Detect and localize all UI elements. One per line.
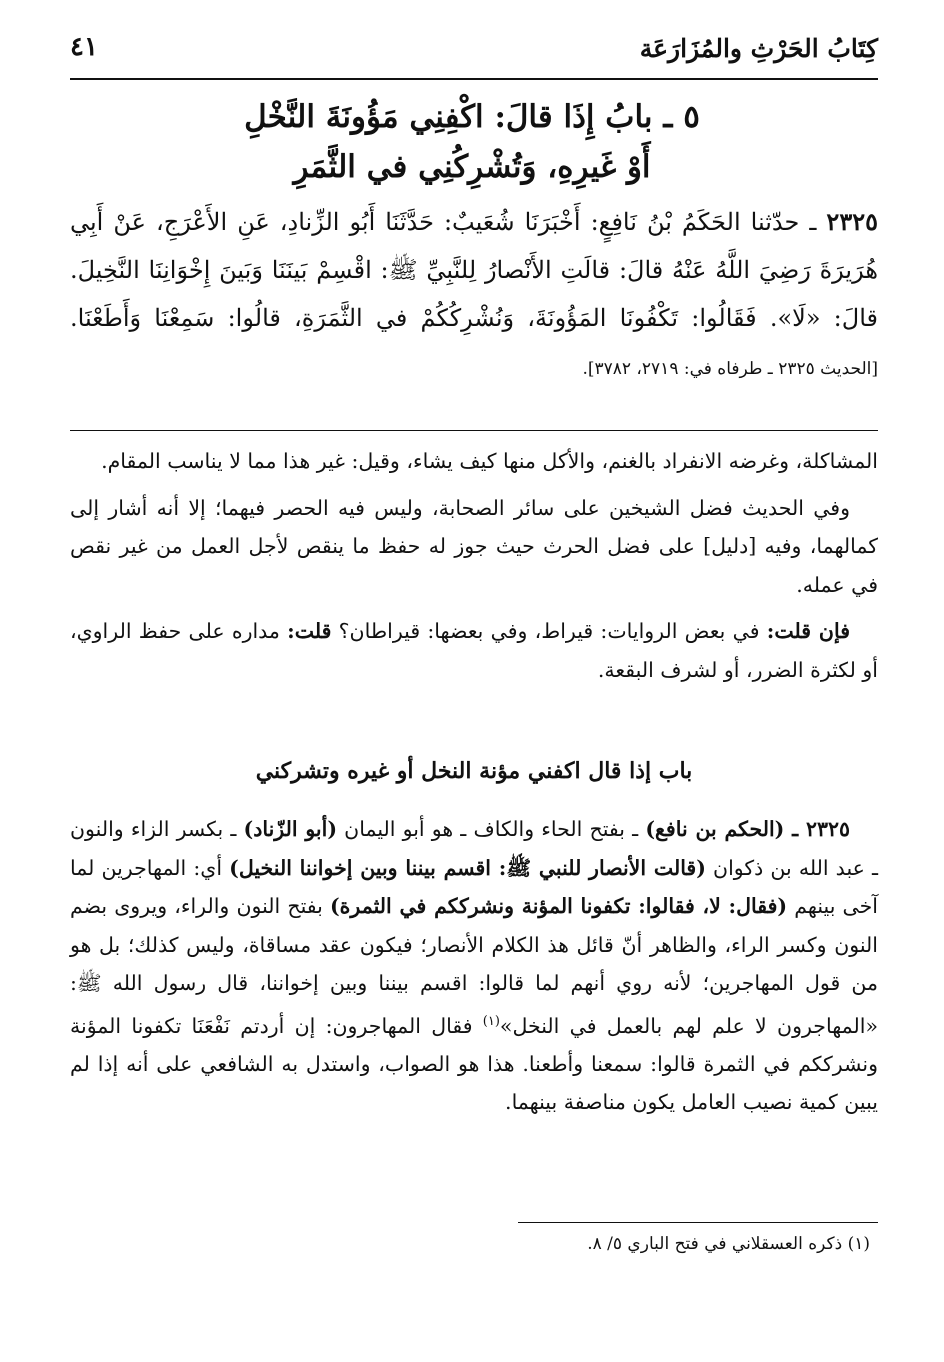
explanation-gloss: أي: المهاجرين لما آخى بينهم — [70, 855, 878, 918]
chapter-heading-line-2: أَوْ غَيرِهِ، وَتُشْرِكُنِي في الثَّمَرِ — [293, 149, 651, 185]
answer-label: قلت: — [287, 619, 332, 643]
explanation-gloss: ـ بكسر الزاء والنون ـ عبد الله بن ذكوان — [70, 817, 878, 880]
header-rule — [70, 78, 878, 80]
explanation-paragraph — [70, 810, 878, 1122]
question-text: في بعض الروايات: قيراط، وفي بعضها: قيراطان؟ — [331, 619, 767, 643]
explanation-gloss: ـ بفتح الحاء والكاف ـ هو أبو اليمان — [337, 817, 646, 841]
hadith-text — [70, 198, 878, 393]
explanation-lemma: (فقال: لا، فقالوا: تكفونا المؤنة ونشرككم في الثمرة) — [329, 894, 788, 918]
hadith-reference: [الحديث ٢٣٢٥ ـ طرفاه في: ٢٧١٩، ٣٧٨٢]. — [582, 359, 878, 379]
question-label: فإن قلت: — [766, 619, 850, 643]
commentary — [70, 442, 878, 697]
commentary-paragraph — [70, 612, 878, 689]
explanation-gloss: بفتح النون والراء، ويروى بضم النون وكسر الراء، والظاهر أنّ قائل هذ الكلام الأنصار؛ فيكون عقد مساقاة، وليس كذلك؛ بل هو من قول المهاجرين؛ لأنه روي أنهم لما قالوا: اقسم بيننا وبين إخواننا، قال رسول الله ﷺ: «المهاجرون لا علم لهم بالعمل في النخل» — [70, 894, 878, 1038]
explanation-lemma: (قالت الأنصار للنبي ﷺ: اقسم بيننا وبين إخواننا النخيل) — [229, 855, 706, 880]
book-title: كِتَابُ الحَرْثِ والمُزَارَعَة — [639, 34, 878, 63]
section-separator — [70, 430, 878, 431]
chapter-heading-line-1: ٥ ـ بابُ إِذَا قالَ: اكْفِنِي مَؤُونَةَ النَّخْلِ — [244, 99, 700, 135]
explanation-gloss: فقال المهاجرون: إن أردتم نَفْعَنَا تكفونا المؤنة ونشرككم في الثمرة قالوا: سمعنا وأطعنا. هذا هو الصواب، واستدل به الشافعي على أنه إذا لم يبين كمية نصيب العامل يكون مناصفة بينهما. — [70, 1013, 878, 1115]
explanation-heading: باب إذا قال اكفني مؤنة النخل أو غيره وتشركني — [255, 758, 693, 784]
footnote — [587, 1234, 870, 1254]
page-number: ٤١ — [70, 32, 98, 62]
running-header — [70, 28, 878, 76]
commentary-paragraph: المشاكلة، وغرضه الانفراد بالغنم، والأكل منها كيف يشاء، وقيل: غير هذا مما لا يناسب المقام. — [101, 449, 878, 473]
hadith-number: ٢٣٢٥ — [826, 207, 878, 236]
explanation-text — [70, 810, 878, 1122]
explanation-lemma: ٢٣٢٥ ـ (الحكم بن نافع) — [645, 817, 850, 841]
footnote-number: (١) — [847, 1234, 870, 1254]
answer-text: مداره على حفظ الراوي، أو لكثرة الضرر، أو لشرف البقعة. — [70, 619, 878, 682]
explanation-lemma: (أبو الزّناد) — [243, 817, 338, 841]
footnote-text: ذكره العسقلاني في فتح الباري ٥/ ٨. — [587, 1234, 843, 1254]
footnote-marker[interactable]: (١) — [482, 1013, 500, 1029]
chapter-heading — [80, 92, 864, 192]
hadith-body: ـ حدّثنا الحَكَمُ بْنُ نَافِعٍ: أَخْبَرَنَا شُعَيبٌ: حَدَّثَنَا أَبُو الزِّنادِ، عَنِ الأَعْرَجِ، عَنْ أَبِي هُرَيرَةَ رَضِيَ اللَّهُ عَنْهُ قالَ: قالَتِ الأَنْصارُ لِلنَّبِيِّ ﷺ: اقْسِمْ بَينَنَا وَبَينَ إِخْوَانِنَا النَّخِيلَ. قالَ: «لَا». فَقَالُوا: تَكْفُونَا المَؤُونَةَ، وَنُشْرِكُكُمْ في الثَّمَرَةِ، قالُوا: سَمِعْنَا وَأَطَعْنَا. — [70, 208, 878, 332]
footnote-rule — [518, 1222, 878, 1223]
commentary-paragraph: وفي الحديث فضل الشيخين على سائر الصحابة، وليس فيه الحصر فيهما؛ إلا أنه أشار إلى كمالهما، وفيه [دليل] على فضل الحرث حيث جوز له حفظ ما ينقص لأجل العمل من غير نقص في عمله. — [70, 495, 878, 597]
